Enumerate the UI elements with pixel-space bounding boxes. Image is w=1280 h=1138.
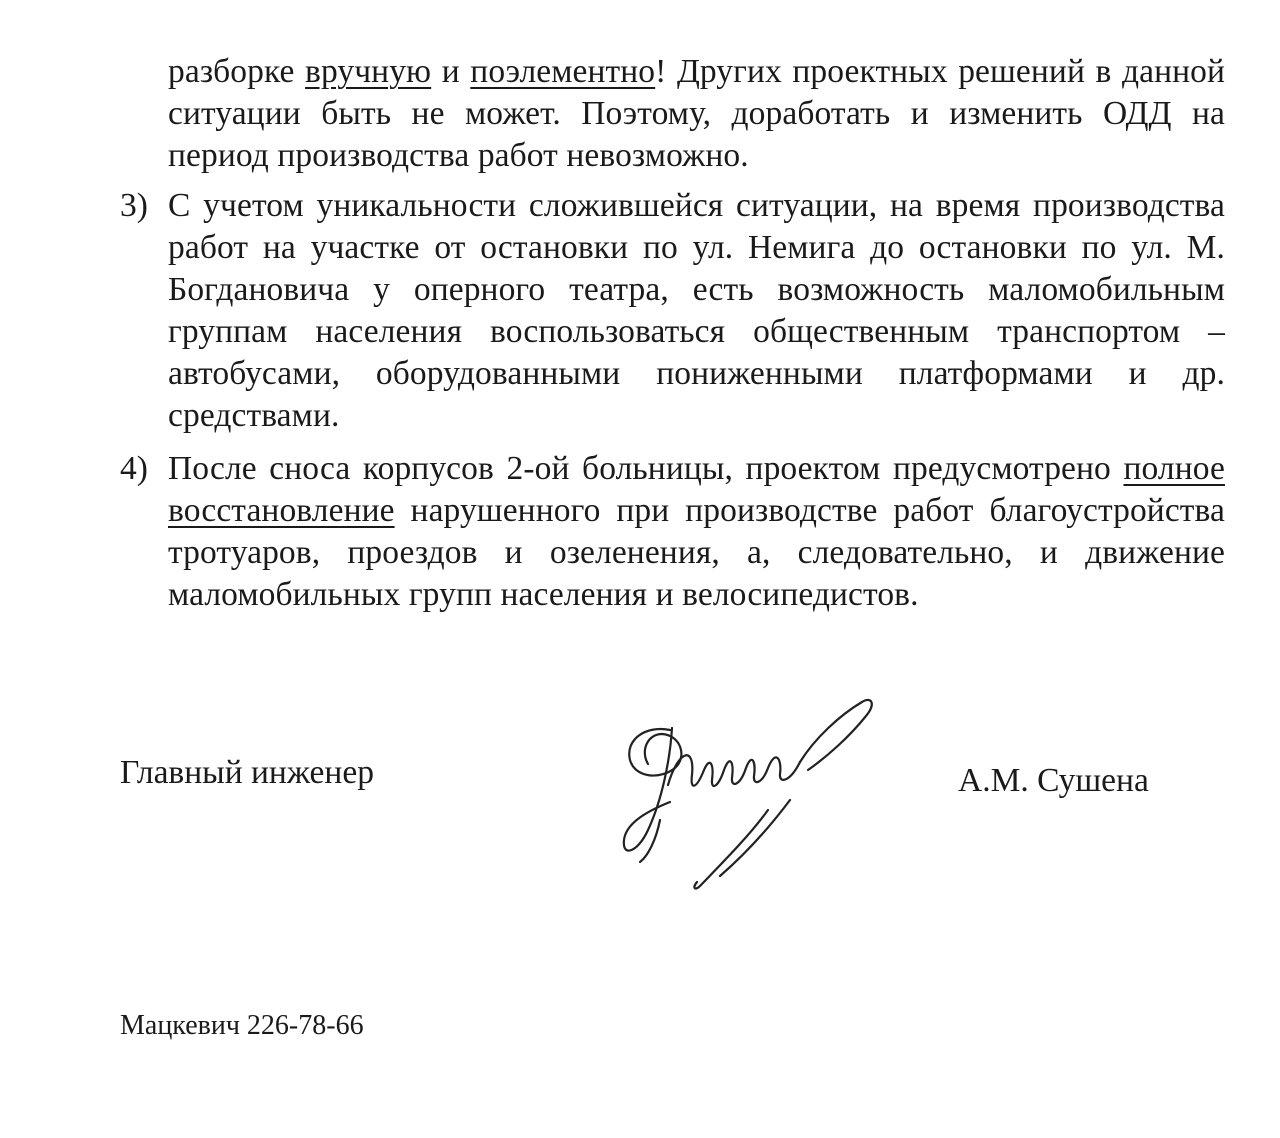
continuation-text-1: разборке <box>168 53 306 90</box>
list-item-4 <box>168 448 1225 616</box>
contact-person-phone: Мацкевич 226-78-66 <box>120 1010 364 1041</box>
list-number-3: 3) <box>120 187 148 224</box>
signer-name: А.М. Сушена <box>958 762 1149 799</box>
signer-position-title: Главный инженер <box>120 754 374 791</box>
list-number-4: 4) <box>120 450 148 487</box>
continuation-text-2: и <box>431 53 471 90</box>
list-item-3-text: С учетом уникальности сложившейся ситуации, на время производства работ на участке от остановки по ул. Немига до остановки по ул. М. Богдановича у оперного театра, есть возможность маломобильным группам населения воспользоваться общественным транспортом – автобусами, оборудованными пониженными платформами и др. средствами. <box>168 187 1225 434</box>
item4-text-1: После сноса корпусов 2-ой больницы, проектом предусмотрено <box>168 450 1124 487</box>
item4-text-2: нарушенного при производстве работ благоустройства тротуаров, проездов и озеленения, а, следовательно, и движение маломобильных групп населения и велосипедистов. <box>168 492 1225 613</box>
underlined-word-element-wise: поэлементно <box>470 53 656 90</box>
handwritten-signature <box>600 690 890 900</box>
continuation-text-3: ! Других проектных решений в данной ситуации быть не может. Поэтому, доработать и изменить ОДД на период производства работ невозможно. <box>168 53 1226 174</box>
paragraph-continuation <box>168 51 1225 177</box>
underlined-phrase-full-restoration: полное восстановление <box>168 450 1225 529</box>
underlined-word-manually: вручную <box>305 53 432 90</box>
